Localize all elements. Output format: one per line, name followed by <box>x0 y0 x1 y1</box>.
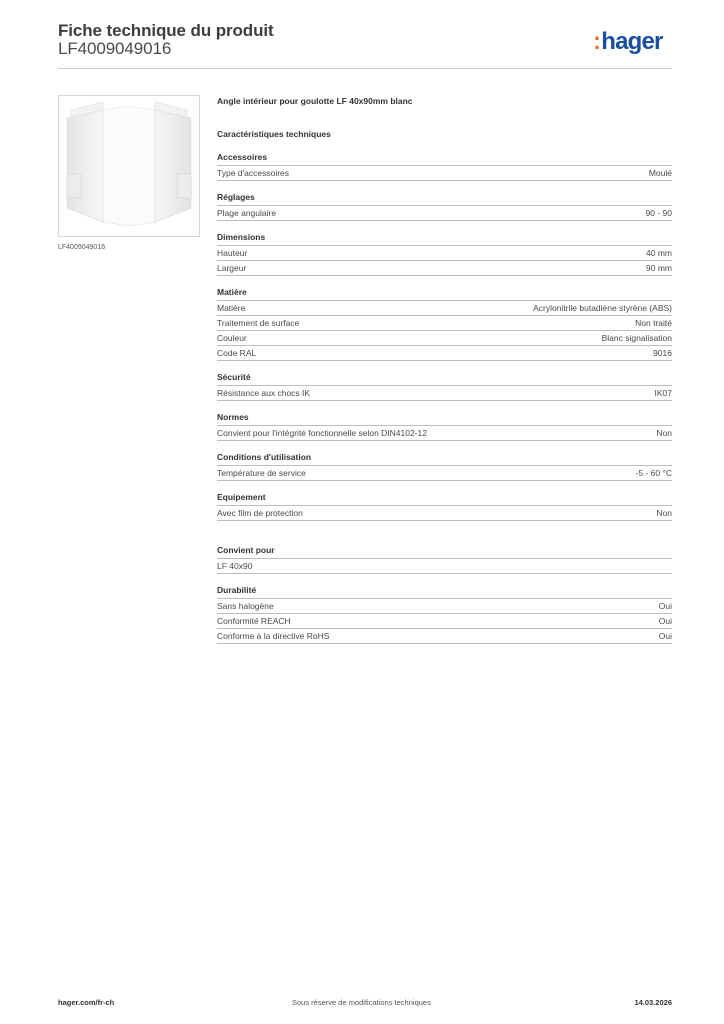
spec-group-title: Convient pour <box>217 545 275 555</box>
spec-row <box>217 558 672 574</box>
spec-label: Conformité REACH <box>217 616 291 626</box>
corner-angle-image <box>59 96 199 236</box>
product-code: LF4009049016 <box>58 39 172 58</box>
spec-label: Type d'accessoires <box>217 168 290 178</box>
spec-group <box>217 190 672 221</box>
spec-label: Largeur <box>217 263 247 273</box>
spec-value: 9016 <box>653 348 672 358</box>
hager-logo <box>593 30 663 54</box>
spec-group <box>217 583 672 644</box>
spec-label: LF 40x90 <box>217 561 253 571</box>
spec-rows <box>217 245 672 276</box>
spec-value: 90 - 90 <box>645 208 672 218</box>
footer-disclaimer: Sous réserve de modifications techniques <box>292 998 431 1007</box>
spec-group-title: Dimensions <box>217 232 266 242</box>
spec-group-title: Durabilité <box>217 585 257 595</box>
spec-row <box>217 505 672 521</box>
page-title: Fiche technique du produit <box>58 21 274 40</box>
spec-label: Convient pour l'intégrité fonctionnelle selon DIN4102-12 <box>217 428 428 438</box>
spec-rows <box>217 205 672 221</box>
spec-row <box>217 345 672 361</box>
spec-group-title: Réglages <box>217 192 255 202</box>
spec-label: Couleur <box>217 333 247 343</box>
spec-row <box>217 300 672 315</box>
spec-value: Oui <box>658 616 672 626</box>
spec-value: 90 mm <box>646 263 672 273</box>
spec-rows <box>217 598 672 644</box>
spec-value: Oui <box>658 631 672 641</box>
spec-rows <box>217 505 672 521</box>
spec-row <box>217 385 672 401</box>
spec-label: Traitement de surface <box>217 318 300 328</box>
spec-value: Moulé <box>648 168 672 178</box>
spec-group <box>217 230 672 276</box>
header-divider <box>58 68 672 69</box>
spec-group <box>217 285 672 361</box>
footer-website-link[interactable]: hager.com/fr-ch <box>58 998 115 1007</box>
spec-group-title: Accessoires <box>217 152 268 162</box>
spec-group <box>217 410 672 441</box>
spec-value: Acrylonitrile butadiène styrène (ABS) <box>533 303 672 313</box>
spec-row <box>217 613 672 628</box>
spec-value: 40 mm <box>646 248 672 258</box>
spec-value: Oui <box>658 601 672 611</box>
spec-row <box>217 628 672 644</box>
spec-group-title: Matière <box>217 287 247 297</box>
logo-colon: : <box>593 28 601 55</box>
spec-row <box>217 425 672 441</box>
spec-groups <box>217 150 672 644</box>
spec-value: Non <box>656 508 672 518</box>
spec-row <box>217 598 672 613</box>
spec-group <box>217 370 672 401</box>
spec-group-title: Equipement <box>217 492 266 502</box>
image-caption: LF4009049016 <box>58 244 106 251</box>
spec-label: Plage angulaire <box>217 208 277 218</box>
spec-label: Hauteur <box>217 248 248 258</box>
page-footer <box>58 998 672 1010</box>
spec-group-title: Normes <box>217 412 249 422</box>
product-image <box>58 95 200 237</box>
footer-date: 14.03.2026 <box>634 998 672 1007</box>
spec-group <box>217 450 672 481</box>
spec-label: Avec film de protection <box>217 508 303 518</box>
logo-text: hager <box>601 28 663 55</box>
spec-group-title: Sécurité <box>217 372 251 382</box>
product-title: Angle intérieur pour goulotte LF 40x90mm blanc <box>217 96 413 106</box>
spec-rows <box>217 558 672 574</box>
spec-row <box>217 315 672 330</box>
spec-rows <box>217 300 672 361</box>
spec-label: Conforme à la directive RoHS <box>217 631 330 641</box>
spec-row <box>217 260 672 276</box>
spec-group <box>217 543 672 574</box>
spec-row <box>217 245 672 260</box>
spec-row <box>217 330 672 345</box>
spec-value: Non <box>656 428 672 438</box>
spec-group-title: Conditions d'utilisation <box>217 452 312 462</box>
section-title: Caractéristiques techniques <box>217 129 331 139</box>
spec-label: Code RAL <box>217 348 257 358</box>
spec-label: Résistance aux chocs IK <box>217 388 311 398</box>
spec-row <box>217 205 672 221</box>
spec-label: Température de service <box>217 468 306 478</box>
spec-value: Non traité <box>635 318 672 328</box>
spec-row <box>217 165 672 181</box>
spec-group <box>217 150 672 181</box>
spec-rows <box>217 425 672 441</box>
spec-value: IK07 <box>654 388 672 398</box>
spec-row <box>217 465 672 481</box>
spec-label: Sans halogène <box>217 601 274 611</box>
spec-label: Matière <box>217 303 246 313</box>
spec-rows <box>217 465 672 481</box>
spec-value: -5 - 60 °C <box>635 468 672 478</box>
spec-rows <box>217 385 672 401</box>
spec-group <box>217 490 672 521</box>
spec-content <box>217 93 672 644</box>
spec-rows <box>217 165 672 181</box>
spec-value: Blanc signalisation <box>601 333 672 343</box>
